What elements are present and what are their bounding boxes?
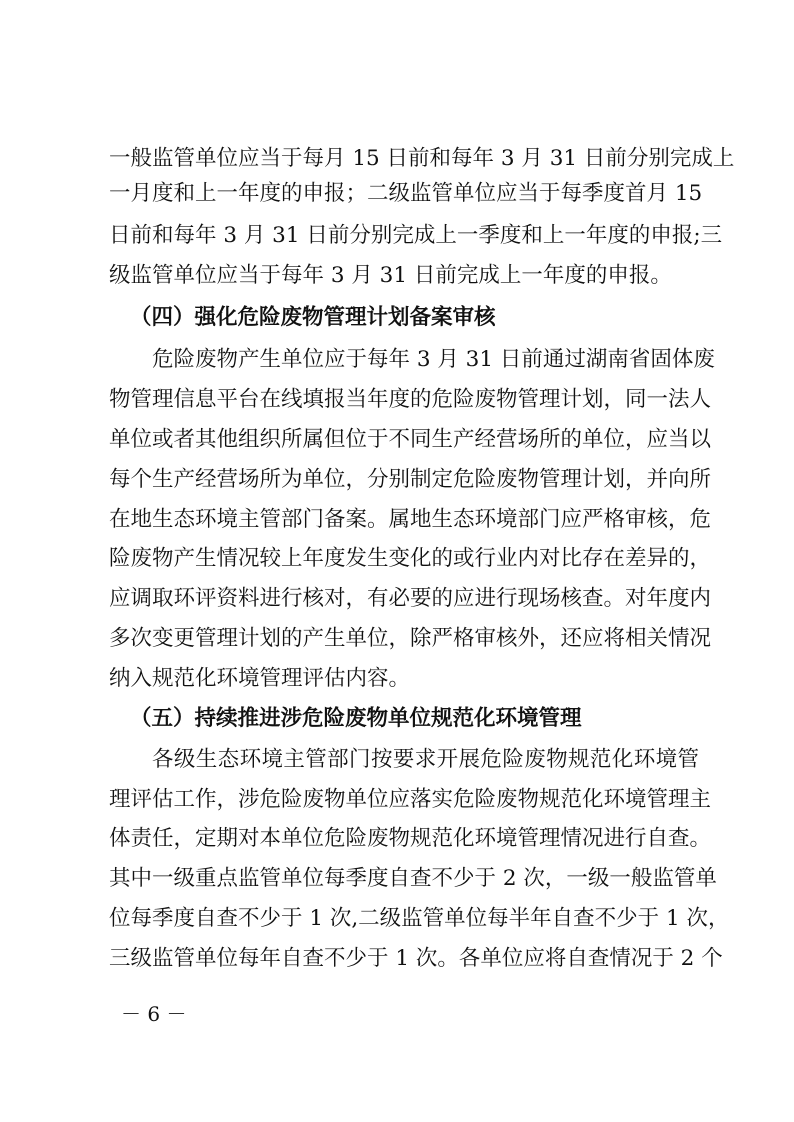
paragraph-line: 在地生态环境主管部门备案。属地生态环境部门应严格审核，危 [109, 507, 712, 532]
paragraph-line: 物管理信息平台在线填报当年度的危险废物管理计划，同一法人 [109, 387, 712, 412]
page-number: － 6 － [121, 1002, 187, 1026]
paragraph-line: 一般监管单位应当于每月 15 日前和每年 3 月 31 日前分别完成上 [109, 146, 735, 171]
paragraph-line: 其中一级重点监管单位每季度自查不少于 2 次，一级一般监管单 [109, 866, 717, 891]
section-heading: （四）强化危险废物管理计划备案审核 [130, 305, 496, 330]
paragraph-line: 理评估工作，涉危险废物单位应落实危险废物规范化环境管理主 [109, 787, 712, 812]
paragraph-line: 多次变更管理计划的产生单位，除严格审核外，还应将相关情况 [109, 626, 712, 651]
paragraph-line: 应调取环评资料进行核对，有必要的应进行现场核查。对年度内 [109, 586, 712, 611]
section-heading: （五）持续推进涉危险废物单位规范化环境管理 [130, 706, 582, 731]
paragraph-line: 单位或者其他组织所属但位于不同生产经营场所的单位，应当以 [109, 427, 712, 452]
paragraph-line: 危险废物产生单位应于每年 3 月 31 日前通过湖南省固体废 [152, 347, 715, 372]
paragraph-line: 三级监管单位每年自查不少于 1 次。各单位应将自查情况于 2 个 [109, 946, 723, 971]
paragraph-line: 体责任，定期对本单位危险废物规范化环境管理情况进行自查。 [109, 826, 712, 851]
paragraph-line: 日前和每年 3 月 31 日前分别完成上一季度和上一年度的申报;三 [109, 223, 723, 248]
paragraph-line: 各级生态环境主管部门按要求开展危险废物规范化环境管 [152, 747, 699, 772]
paragraph-line: 纳入规范化环境管理评估内容。 [109, 666, 411, 691]
paragraph-line: 每个生产经营场所为单位，分别制定危险废物管理计划，并向所 [109, 467, 712, 492]
paragraph-line: 级监管单位应当于每年 3 月 31 日前完成上一年度的申报。 [109, 263, 672, 288]
paragraph-line: 一月度和上一年度的申报；二级监管单位应当于每季度首月 15 [109, 181, 703, 206]
paragraph-line: 险废物产生情况较上年度发生变化的或行业内对比存在差异的， [109, 546, 712, 571]
paragraph-line: 位每季度自查不少于 1 次,二级监管单位每半年自查不少于 1 次， [109, 906, 730, 931]
